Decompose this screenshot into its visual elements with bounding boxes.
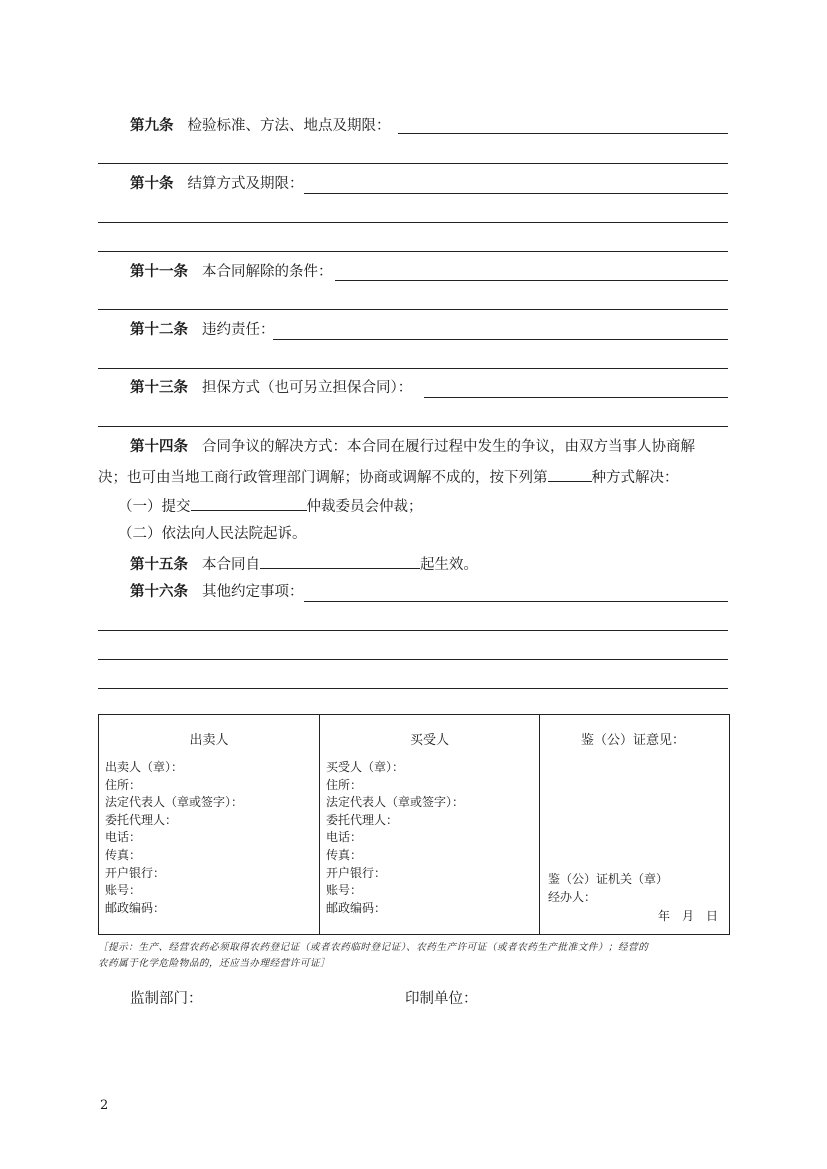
clause-14-line-2 (98, 469, 679, 486)
clause-16-blank-line-1[interactable] (98, 630, 728, 631)
page-number: 2 (100, 1098, 109, 1113)
clause-13-blank-line[interactable] (98, 426, 728, 427)
buyer-field[interactable]: 买受人（章）： (326, 760, 405, 774)
notary-header: 鉴（公）证意见： (580, 733, 685, 748)
clause-16-blank-line-3[interactable] (98, 688, 728, 689)
buyer-field[interactable]: 账号： (326, 883, 363, 898)
printer-label: 印制单位： (405, 991, 478, 1007)
clause-16-number: 第十六条 (130, 584, 188, 600)
clause-14-option-1 (118, 498, 423, 515)
legal-note (98, 940, 734, 972)
clause-10-number: 第十条 (130, 176, 174, 192)
seller-field[interactable]: 委托代理人： (105, 812, 178, 827)
notary-authority[interactable]: 鉴（公）证机关（章） (548, 872, 669, 886)
clause-12 (130, 323, 275, 338)
clause-11 (130, 265, 333, 280)
arbitration-commission-blank[interactable] (191, 498, 307, 511)
clause-14 (130, 440, 695, 455)
seller-field[interactable]: 开户银行： (105, 865, 166, 880)
seller-field[interactable]: 账号： (105, 883, 142, 898)
clause-11-blank-line[interactable] (98, 309, 728, 310)
clause-14-line-2-tail: 种方式解决： (591, 470, 679, 486)
seller-cell (99, 715, 320, 935)
seller-field[interactable]: 邮政编码： (105, 900, 166, 915)
clause-14-method-blank[interactable] (548, 469, 592, 482)
effective-date-blank[interactable] (260, 556, 420, 569)
clause-16 (130, 585, 304, 600)
clause-10-fill-line[interactable] (304, 180, 728, 194)
clause-11-fill-line[interactable] (335, 267, 728, 281)
seller-field[interactable]: 住所： (105, 777, 142, 792)
notary-date[interactable]: 年 月 日 (658, 909, 719, 923)
clause-16-title: 其他约定事项： (202, 584, 304, 600)
clause-16-fill-line[interactable] (304, 588, 728, 602)
clause-9-number: 第九条 (130, 118, 174, 134)
clause-10-blank-line-2[interactable] (98, 251, 728, 252)
seller-header: 出卖人 (189, 733, 229, 748)
clause-12-title: 违约责任： (202, 322, 275, 338)
clause-14-line-2-text: 决；也可由当地工商行政管理部门调解；协商或调解不成的，按下列第 (98, 470, 548, 486)
clause-11-title: 本合同解除的条件： (202, 264, 333, 280)
legal-note-line-2: 农药属于化学危险物品的，还应当办理经营许可证］ (98, 958, 331, 969)
clause-14-line-1: 合同争议的解决方式：本合同在履行过程中发生的争议，由双方当事人协商解 (202, 439, 695, 455)
buyer-field[interactable]: 电话： (326, 830, 363, 845)
clause-12-blank-line[interactable] (98, 368, 728, 369)
seller-fields (99, 759, 319, 917)
option-1-tail: 仲裁委员会仲裁； (306, 499, 423, 515)
buyer-field[interactable]: 传真： (326, 847, 363, 862)
notary-footer (548, 871, 668, 906)
notary-handler[interactable]: 经办人： (548, 889, 597, 904)
clause-13-title: 担保方式（也可另立担保合同）： (202, 380, 413, 396)
clause-15 (130, 556, 478, 573)
clause-9-fill-line[interactable] (398, 120, 728, 134)
buyer-field[interactable]: 邮政编码： (326, 900, 387, 915)
supervisor-label: 监制部门： (130, 991, 203, 1007)
clause-15-tail: 起生效。 (420, 557, 478, 573)
clause-12-fill-line[interactable] (273, 326, 728, 340)
buyer-field[interactable]: 开户银行： (326, 865, 387, 880)
clause-11-number: 第十一条 (130, 264, 188, 280)
seller-field[interactable]: 出卖人（章）： (105, 760, 184, 774)
clause-10-title: 结算方式及期限： (187, 176, 304, 192)
buyer-cell (320, 715, 540, 935)
buyer-field[interactable]: 委托代理人： (326, 812, 399, 827)
buyer-field[interactable]: 住所： (326, 777, 363, 792)
seller-field[interactable]: 传真： (105, 847, 142, 862)
seller-field[interactable]: 法定代表人（章或签字）： (105, 795, 244, 810)
clause-13-fill-line[interactable] (424, 384, 728, 398)
buyer-field[interactable]: 法定代表人（章或签字）： (326, 795, 465, 810)
clause-13-number: 第十三条 (130, 380, 188, 396)
clause-9 (130, 119, 391, 134)
clause-14-number: 第十四条 (130, 439, 188, 455)
clause-10 (130, 177, 304, 192)
seller-field[interactable]: 电话： (105, 830, 142, 845)
option-1-label: （一）提交 (118, 499, 191, 515)
buyer-header: 买受人 (409, 733, 449, 748)
clause-15-text: 本合同自 (202, 557, 260, 573)
clause-15-number: 第十五条 (130, 557, 188, 573)
clause-14-option-2: （二）依法向人民法院起诉。 (118, 526, 307, 542)
clause-12-number: 第十二条 (130, 322, 188, 338)
clause-9-blank-line[interactable] (98, 163, 728, 164)
clause-16-blank-line-2[interactable] (98, 659, 728, 660)
clause-10-blank-line-1[interactable] (98, 222, 728, 223)
buyer-fields (320, 759, 539, 917)
legal-note-line-1: ［提示：生产、经营农药必须取得农药登记证（或者农药临时登记证）、农药生产许可证（或者农药生产批准文件）；经营的 (98, 942, 649, 953)
clause-13 (130, 381, 412, 396)
clause-9-title: 检验标准、方法、地点及期限： (187, 118, 391, 134)
